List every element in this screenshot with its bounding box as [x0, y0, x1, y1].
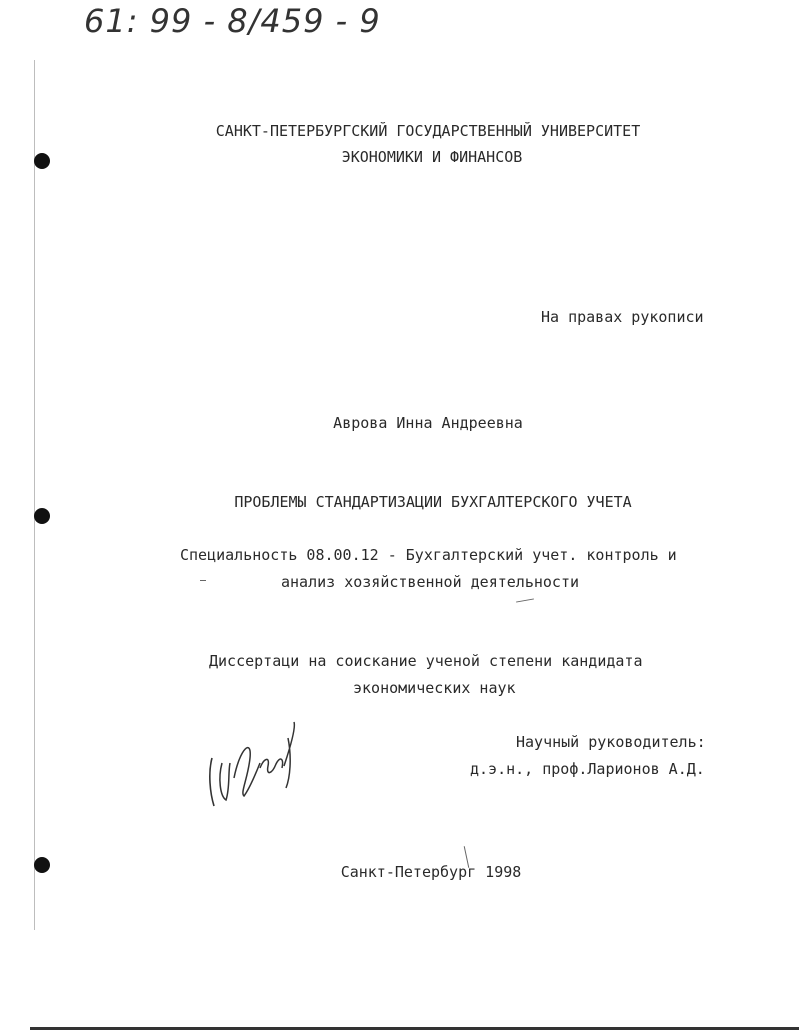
handwritten-catalog-code: 61: 99 - 8/459 - 9 — [84, 2, 381, 40]
page-margin-line — [34, 60, 35, 930]
stray-mark — [200, 580, 206, 581]
university-line-1: САНКТ-ПЕТЕРБУРГСКИЙ ГОСУДАРСТВЕННЫЙ УНИВЕРСИТЕТ — [215, 122, 641, 140]
stray-mark — [516, 598, 534, 602]
supervisor-name: д.э.н., проф.Ларионов А.Д. — [470, 760, 705, 778]
dissertation-title: ПРОБЛЕМЫ СТАНДАРТИЗАЦИИ БУХГАЛТЕРСКОГО УЧЕТА — [234, 493, 632, 511]
specialty-line-1: Специальность 08.00.12 - Бухгалтерский учет. контроль и — [180, 546, 677, 564]
binder-hole-bottom — [34, 857, 50, 873]
rights-note: На правах рукописи — [541, 308, 704, 326]
author-name: Аврова Инна Андреевна — [333, 414, 523, 432]
binder-hole-middle — [34, 508, 50, 524]
university-line-2: ЭКОНОМИКИ И ФИНАНСОВ — [341, 148, 523, 166]
binder-hole-top — [34, 153, 50, 169]
place-and-year: Санкт-Петербург 1998 — [340, 863, 522, 881]
dissertation-line-1: Диссертаци на соискание ученой степени кандидата — [209, 652, 643, 670]
handwritten-signature — [200, 718, 310, 813]
specialty-line-2: анализ хозяйственной деятельности — [281, 573, 580, 591]
bottom-scan-edge — [30, 1027, 799, 1030]
supervisor-label: Научный руководитель: — [516, 733, 706, 751]
dissertation-line-2: экономических наук — [353, 679, 516, 697]
